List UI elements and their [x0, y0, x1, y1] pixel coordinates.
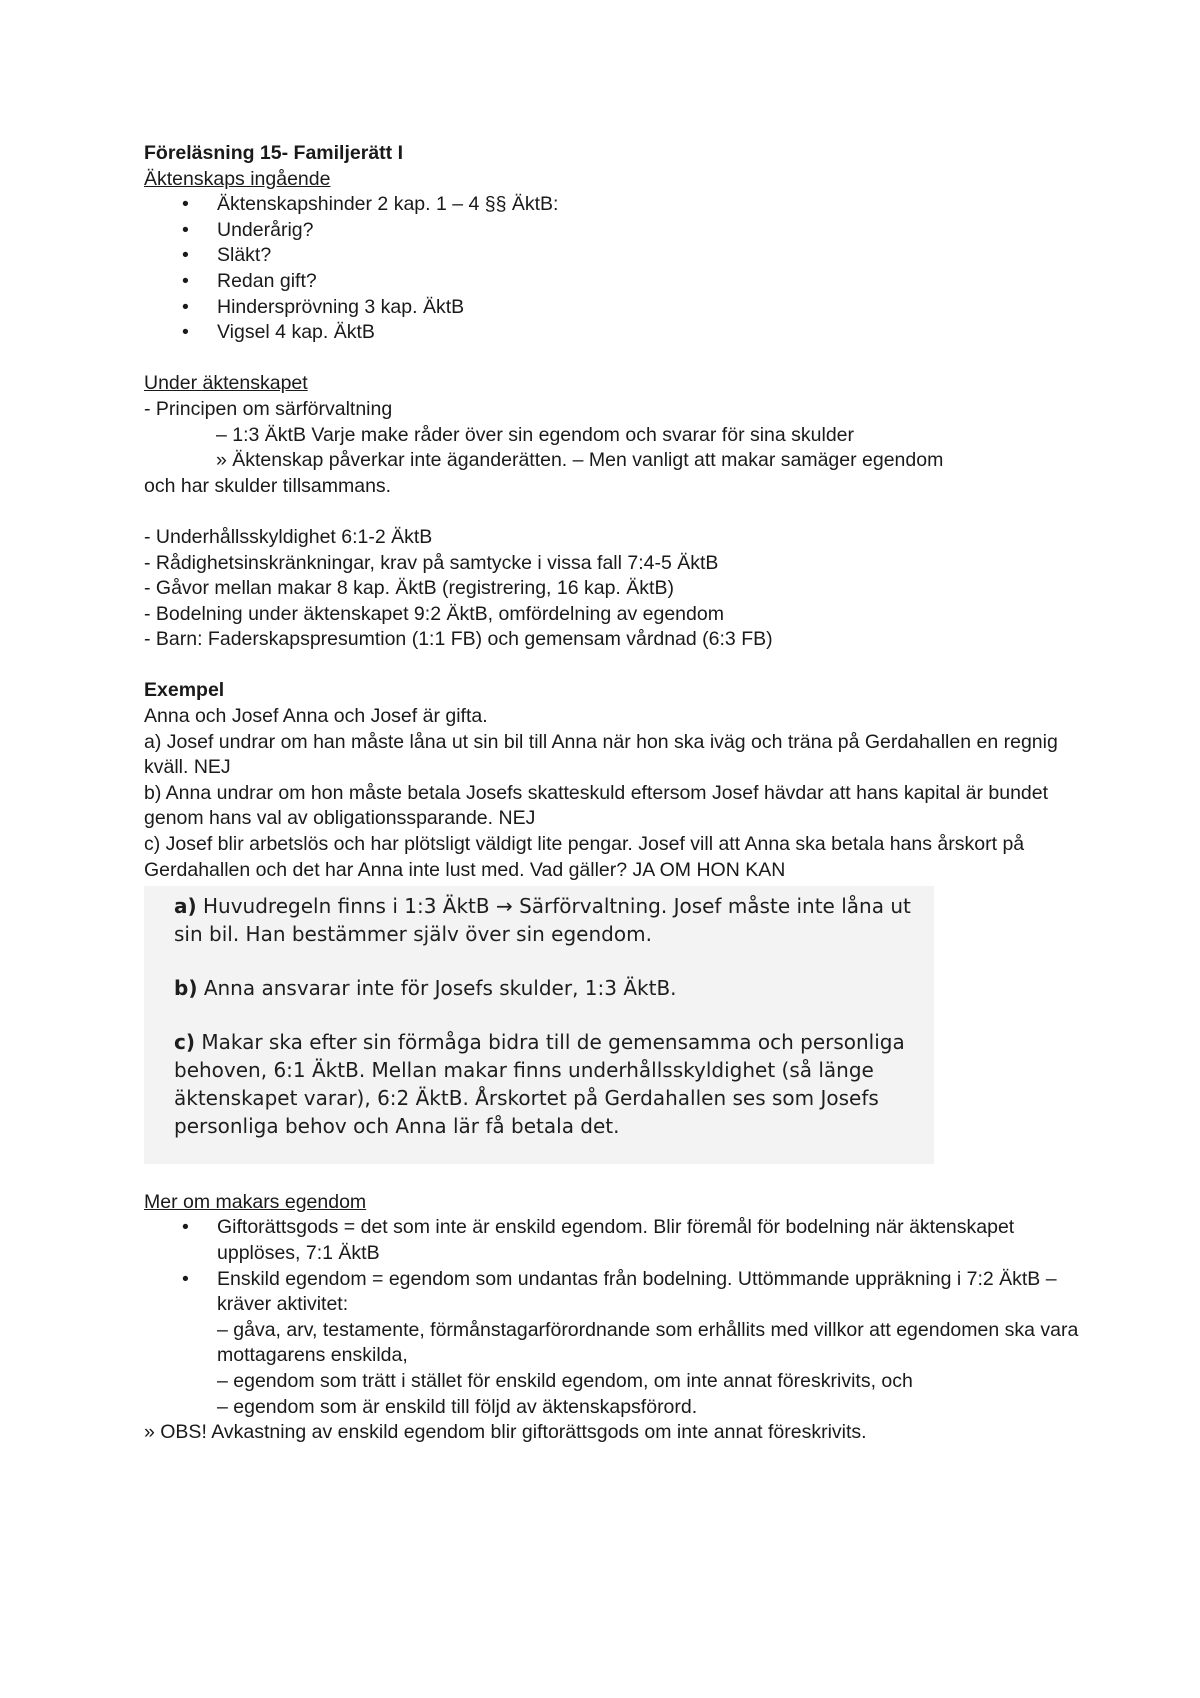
sub-item: – egendom som är enskild till följd av äktenskapsförord.: [217, 1395, 698, 1418]
answer-letter: a): [174, 894, 197, 919]
obligation-line: - Rådighetsinskränkningar, krav på samtycke i vissa fall 7:4-5 ÄktB: [144, 551, 719, 574]
note-line: » Äktenskap påverkar inte äganderätten. – Men vanligt att makar samäger egendom: [216, 449, 944, 472]
note-continuation: och har skulder tillsammans.: [144, 474, 392, 497]
list-item: • Redan gift?: [144, 269, 1084, 295]
example-question-a: a) Josef undrar om han måste låna ut sin bil till Anna när hon ska iväg och träna på Gerdahallen en regnig kväll. NEJ: [144, 730, 1058, 779]
answer-text: Anna ansvarar inte för Josefs skulder, 1:3 ÄktB.: [197, 976, 677, 1001]
spacer: [144, 1164, 1084, 1190]
list-item: • Giftorättsgods = det som inte är enskild egendom. Blir föremål för bodelning när äktenskapet upplöses, 7:1 ÄktB: [144, 1215, 1084, 1266]
sub-item: – egendom som trätt i stället för enskild egendom, om inte annat föreskrivits, och: [217, 1369, 913, 1392]
rule-line: – 1:3 ÄktB Varje make råder över sin egendom och svarar för sina skulder: [216, 423, 855, 446]
list-item-text: Enskild egendom = egendom som undantas från bodelning. Uttömmande uppräkning i 7:2 ÄktB – kräver aktivitet:: [217, 1267, 1057, 1316]
example-question-c: c) Josef blir arbetslös och har plötsligt väldigt lite pengar. Josef vill att Anna ska betala hans årskort på Gerdahallen och det har Anna inte lust med. Vad gäller? JA OM HON KAN: [144, 833, 1025, 881]
section-heading-mer-om-makars-egendom: Mer om makars egendom: [144, 1190, 367, 1213]
section-heading-under-aktenskapet: Under äktenskapet: [144, 372, 308, 395]
answer-text: Makar ska efter sin förmåga bidra till de gemensamma och personliga behoven, 6:1 ÄktB. Mellan makar finns underhållsskyldighet (så länge äktenskapet varar), 6:2 ÄktB. Årskortet på Gerdahallen ses som Josefs personliga behov och Anna lär få betala det.: [174, 1030, 905, 1139]
spacer: [144, 653, 1084, 679]
obligation-line: - Gåvor mellan makar 8 kap. ÄktB (registrering, 16 kap. ÄktB): [144, 577, 674, 600]
list-item: • Äktenskapshinder 2 kap. 1 – 4 §§ ÄktB:: [144, 192, 1084, 218]
obligation-line: - Barn: Faderskapspresumtion (1:1 FB) och gemensam vårdnad (6:3 FB): [144, 628, 773, 651]
list-item: • Släkt?: [144, 243, 1084, 269]
obligation-line: - Underhållsskyldighet 6:1-2 ÄktB: [144, 525, 433, 548]
answer-a: [174, 892, 934, 948]
answers-image: [144, 886, 934, 1164]
answer-c: [174, 1028, 934, 1140]
spacer: [144, 499, 1084, 525]
obs-note: » OBS! Avkastning av enskild egendom blir giftorättsgods om inte annat föreskrivits.: [144, 1421, 867, 1444]
list-item: • Vigsel 4 kap. ÄktB: [144, 320, 1084, 346]
example-intro: Anna och Josef Anna och Josef är gifta.: [144, 705, 488, 728]
bullet-list-makars-egendom: [144, 1215, 1084, 1420]
document-title: Föreläsning 15- Familjerätt I: [144, 142, 403, 164]
answer-text: Huvudregeln finns i 1:3 ÄktB → Särförvaltning. Josef måste inte låna ut sin bil. Han bestämmer själv över sin egendom.: [174, 894, 911, 947]
answer-b: [174, 974, 934, 1002]
answer-letter: c): [174, 1030, 195, 1055]
list-item: [144, 1267, 1084, 1421]
bullet-list-aktenskaps-ingaende: [144, 192, 1084, 346]
example-question-b: b) Anna undrar om hon måste betala Josefs skatteskuld eftersom Josef hävdar att hans kapital är bundet genom hans val av obligationssparande. NEJ: [144, 781, 1049, 830]
list-item: • Underårig?: [144, 218, 1084, 244]
section-heading-aktenskaps-ingaende: Äktenskaps ingående: [144, 167, 331, 190]
obligation-line: - Bodelning under äktenskapet 9:2 ÄktB, omfördelning av egendom: [144, 602, 724, 625]
document-page: [144, 141, 1084, 1446]
list-item: • Hindersprövning 3 kap. ÄktB: [144, 295, 1084, 321]
sub-item: – gåva, arv, testamente, förmånstagarförordnande som erhållits med villkor att egendomen ska vara mottagarens enskilda,: [217, 1318, 1079, 1367]
example-heading: Exempel: [144, 679, 225, 702]
answer-letter: b): [174, 976, 198, 1001]
spacer: [144, 346, 1084, 372]
principle-line: - Principen om särförvaltning: [144, 397, 393, 420]
